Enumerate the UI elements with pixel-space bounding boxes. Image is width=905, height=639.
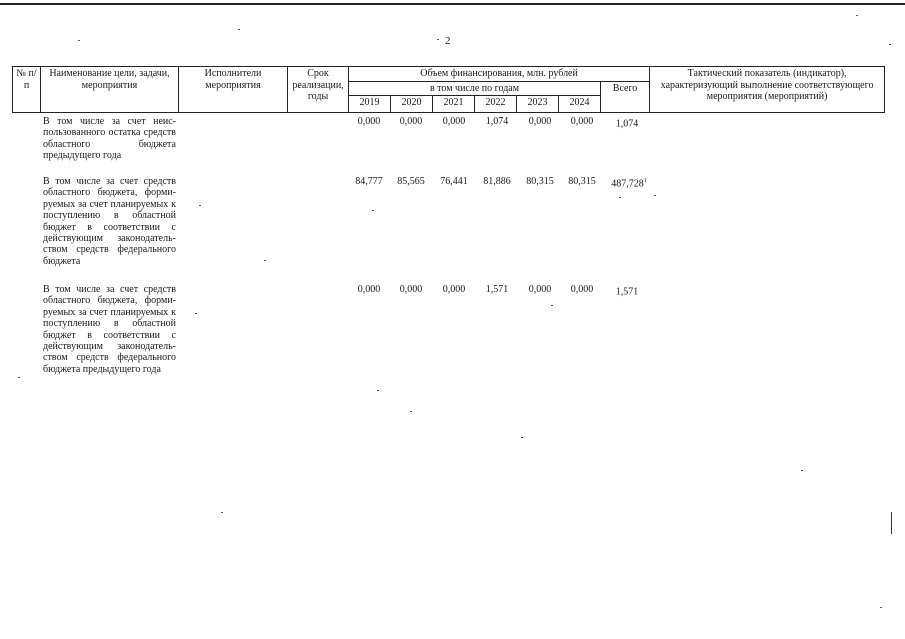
total-amount: 1,074: [615, 118, 639, 130]
row-value-total: [605, 176, 653, 190]
scan-speck: [410, 411, 412, 412]
row-value-2021: 0,000: [442, 284, 466, 295]
header-by-year: в том числе по годам: [349, 81, 601, 96]
row-value-2021: 0,000: [442, 116, 466, 127]
row-value-2019: 0,000: [357, 284, 381, 295]
header-executors: Исполнители мероприятия: [179, 67, 288, 113]
row-value-2022: 81,886: [483, 176, 511, 187]
funding-table-header: [12, 66, 885, 113]
row-value-2023: 80,315: [526, 176, 554, 187]
row-value-2023: 0,000: [528, 116, 552, 127]
scan-speck: [801, 470, 803, 471]
scan-speck: [437, 39, 439, 40]
header-goal: Наименование цели, задачи, мероприятия: [41, 67, 179, 113]
row-description: В том числе за счет средств областного бюджета, форми-руемых за счет планируемых к поступлению в областной бюджет в соответствии с действующим законодатель-ством средств федерального бюджета: [43, 176, 176, 267]
scan-speck: [856, 15, 858, 16]
header-total: Всего: [601, 81, 650, 113]
scan-speck: [78, 40, 80, 41]
row-value-2019: 0,000: [357, 116, 381, 127]
row-value-2024: 0,000: [570, 116, 594, 127]
row-value-2022: 1,074: [485, 116, 509, 127]
row-value-2023: 0,000: [528, 284, 552, 295]
top-border-line: [0, 3, 905, 5]
scan-edge-mark: [891, 512, 892, 534]
header-year: 2022: [475, 96, 517, 113]
scan-speck: [18, 377, 20, 378]
header-term: Срок реализации, годы: [288, 67, 349, 113]
scan-speck: [889, 44, 891, 45]
header-year: 2019: [349, 96, 391, 113]
scan-speck: [880, 607, 882, 608]
scan-speck: [654, 195, 656, 196]
scan-speck: [195, 313, 197, 314]
scan-speck: [521, 437, 523, 438]
scan-speck: [264, 260, 266, 261]
header-num: № п/п: [13, 67, 41, 113]
footnote-mark: 1: [643, 178, 647, 184]
row-value-2020: 0,000: [399, 284, 423, 295]
row-description: В том числе за счет неис-пользованного остатка средств областного бюджета предыдущего года: [43, 116, 176, 162]
header-year: 2020: [391, 96, 433, 113]
total-amount: 1,571: [615, 286, 639, 298]
scan-speck: [372, 210, 374, 211]
header-year: 2024: [559, 96, 601, 113]
header-year: 2023: [517, 96, 559, 113]
header-year: 2021: [433, 96, 475, 113]
total-amount: 487,728: [611, 178, 644, 190]
scan-speck: [238, 29, 240, 30]
row-value-2020: 0,000: [399, 116, 423, 127]
row-value-total: [603, 284, 651, 298]
row-value-total: [603, 116, 651, 130]
row-value-2024: 80,315: [568, 176, 596, 187]
scan-speck: [551, 305, 553, 306]
header-indicator: Тактический показатель (индикатор), характеризующий выполнение соответствующего мероприятия (мероприятий): [650, 67, 885, 113]
row-description: В том числе за счет средств областного бюджета, форми-руемых за счет планируемых к поступлению в областной бюджет в соответствии с действующим законодатель-ством средств федерального бюджета предыдущего года: [43, 284, 176, 375]
page-number: 2: [445, 35, 451, 47]
scan-speck: [619, 197, 621, 198]
header-funding: Объем финансирования, млн. рублей: [349, 67, 650, 82]
scan-speck: [377, 390, 379, 391]
row-value-2019: 84,777: [355, 176, 383, 187]
row-value-2020: 85,565: [397, 176, 425, 187]
scan-speck: [221, 512, 223, 513]
scan-speck: [199, 205, 201, 206]
row-value-2022: 1,571: [485, 284, 509, 295]
row-value-2024: 0,000: [570, 284, 594, 295]
row-value-2021: 76,441: [440, 176, 468, 187]
